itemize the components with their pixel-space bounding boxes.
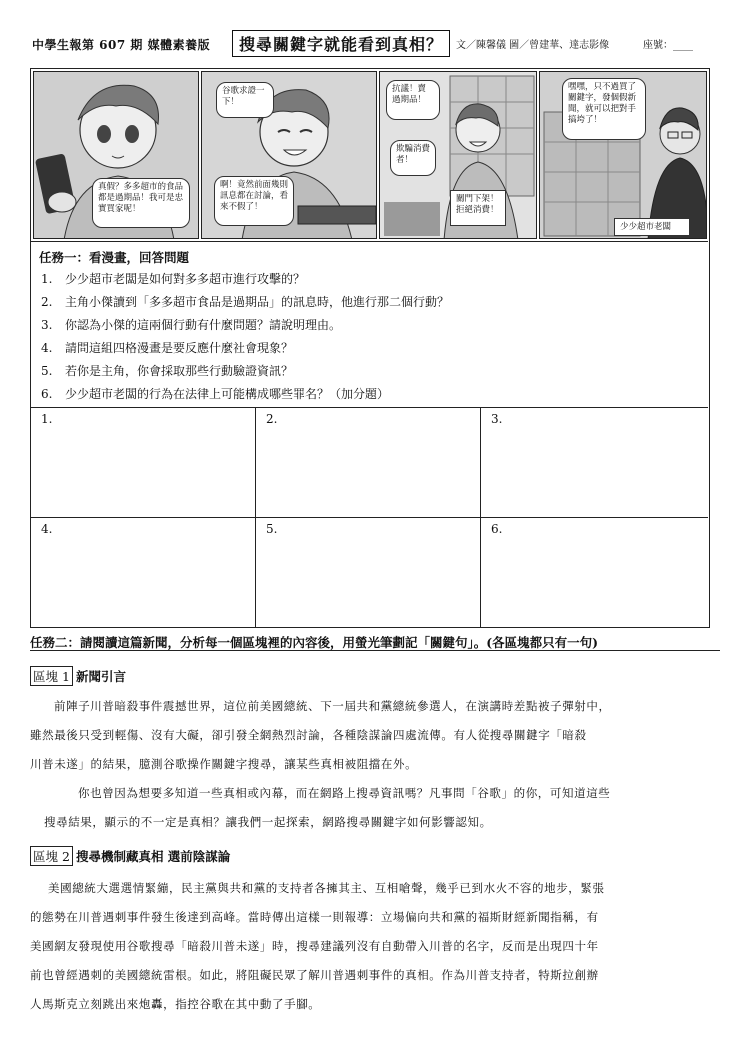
panel-2-speech-bubble-top: 谷歌求證一下！	[216, 82, 274, 118]
block-2-line: 人馬斯克立刻跳出來炮轟，指控谷歌在其中動了手腳。	[30, 997, 321, 1011]
block-2-line: 美國總統大選選情緊繃，民主黨與共和黨的支持者各擁其主、互相嗆聲，幾乎已到水火不容的地步，緊張	[48, 881, 605, 895]
seat-number-field: 座號：____	[643, 40, 693, 51]
answer-box-6[interactable]: 6.	[491, 522, 503, 536]
block-1-line: 雖然最後只受到輕傷、沒有大礙，卻引發全網熱烈討論，各種陰謀論四處流傳。有人從搜尋關鍵字「暗殺	[30, 728, 587, 742]
block-2-line: 的態勢在川普遇刺事件發生後達到高峰。當時傳出這樣一則報導：立場偏向共和黨的福斯財經新聞指稱，有	[30, 910, 599, 924]
question-item: 3. 你認為小傑的這兩個行動有什麼問題？請說明理由。	[41, 318, 342, 332]
question-item: 4. 請問這組四格漫畫是要反應什麼社會現象？	[41, 341, 294, 355]
panel-4-caption-label: 少少超市老闆	[614, 218, 690, 236]
block-1-line: 前陣子川普暗殺事件震撼世界，這位前美國總統、下一屆共和黨總統參選人，在演講時差點被子彈射中，	[54, 699, 611, 713]
issue-label: 中學生報第 607 期 媒體素養版	[32, 38, 211, 52]
question-list	[41, 268, 701, 406]
block-2-tag: 區塊 2	[30, 846, 73, 866]
answer-box-1[interactable]: 1.	[31, 408, 256, 518]
comic-panel-1	[33, 71, 199, 239]
block-1-line: 你也曾因為想要多知道一些真相或內幕，而在網路上搜尋資訊嗎？凡事問「谷歌」的你，可知道這些	[78, 786, 611, 800]
block-1-tag: 區塊 1	[30, 666, 73, 686]
block-2-line: 美國網友發現使用谷歌搜尋「暗殺川普未遂」時，搜尋建議列沒有自動帶入川普的名字，反而是出現四十年	[30, 939, 599, 953]
comic-panel-2	[201, 71, 377, 239]
panel-2-speech-bubble-bottom: 啊！竟然前面幾則訊息都在討論，看來不假了！	[214, 176, 294, 226]
block-1-line: 搜尋結果，顯示的不一定是真相？讓我們一起探索，網路搜尋關鍵字如何影響認知。	[44, 815, 492, 829]
task2-heading: 任務二：請閱讀這篇新聞，分析每一個區塊裡的內容後，用螢光筆劃記「關鍵句」。(各區塊都只有一句)	[30, 635, 599, 650]
answer-grid	[31, 407, 708, 628]
block-1-line: 川普未遂」的結果，臆測谷歌操作關鍵字搜尋，讓某些真相被阻擋在外。	[30, 757, 418, 771]
credits: 文／陳馨儀 圖／曾建華、達志影像	[456, 40, 610, 51]
panel-3-protest-sign: 關門下架！拒絕消費！	[450, 190, 506, 226]
answer-box-4[interactable]: 4.	[31, 518, 256, 628]
answer-box-5[interactable]: 5.	[256, 518, 481, 628]
panel-1-speech-bubble: 真假？多多超市的食品都是過期品！我可是忠實買家呢！	[92, 178, 190, 228]
block-1-heading: 新聞引言	[75, 669, 126, 684]
comic-panel-4	[539, 71, 707, 239]
block-2-heading: 搜尋機制藏真相 選前陰謀論	[75, 849, 231, 864]
question-item: 5. 若你是主角，你會採取那些行動驗證資訊？	[41, 364, 294, 378]
block-1-label	[30, 666, 126, 686]
panel-3-speech-bubble-top: 抗議！賣過期品！	[386, 80, 440, 120]
page-header	[28, 30, 718, 60]
task1-box	[30, 68, 710, 628]
divider	[30, 650, 720, 651]
panel-4-speech-bubble: 嘿嘿，只不過買了關鍵字，發個假新聞，就可以把對手搞垮了！	[562, 78, 646, 140]
comic-panel-3	[379, 71, 537, 239]
question-item: 1. 少少超市老闆是如何對多多超市進行攻擊的？	[41, 272, 306, 286]
block-2-line: 前也曾經遇刺的美國總統雷根。如此，將阻礙民眾了解川普遇刺事件的真相。作為川普支持者，特斯拉創辦	[30, 968, 599, 982]
worksheet-title: 搜尋關鍵字就能看到真相？	[232, 30, 450, 57]
panel-3-speech-bubble-mid: 欺騙消費者！	[390, 140, 436, 176]
question-item: 2. 主角小傑讀到「多多超市食品是過期品」的訊息時，他進行那二個行動？	[41, 295, 450, 309]
comic-strip	[31, 69, 708, 242]
answer-box-3[interactable]: 3.	[481, 408, 708, 518]
task1-heading: 任務一：看漫畫，回答問題	[39, 250, 190, 265]
answer-box-2[interactable]: 2.	[256, 408, 481, 518]
question-item: 6. 少少超市老闆的行為在法律上可能構成哪些罪名？（加分題）	[41, 387, 390, 401]
block-2-label	[30, 846, 230, 866]
